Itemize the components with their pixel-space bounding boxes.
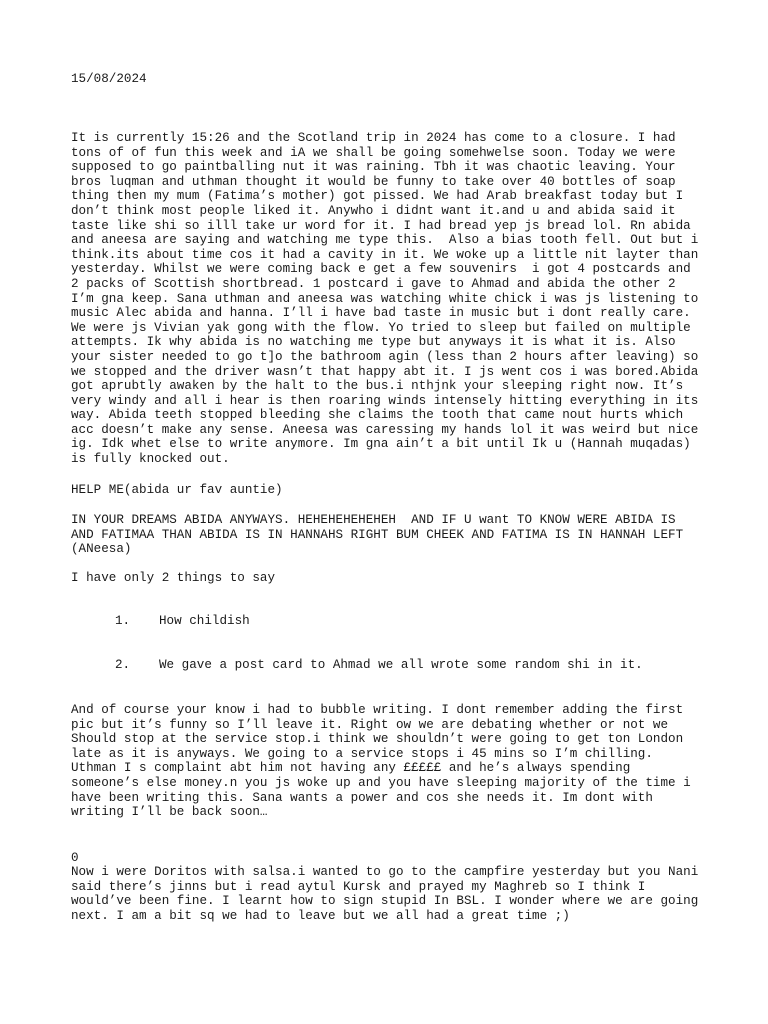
caps-paragraph: IN YOUR DREAMS ABIDA ANYWAYS. HEHEHEHEHEHEH AND IF U want TO KNOW WERE ABIDA IS AND FATIMAA THAN ABIDA IS IN HANNAHS RIGHT BUM CHEEK AND FATIMA IS IN HANNAH LEFT (ANeesa) (71, 513, 684, 557)
list-item-text: We gave a post card to Ahmad we all wrote some random shi in it. (159, 657, 643, 672)
list-item (71, 614, 731, 629)
journal-paragraph-main: It is currently 15:26 and the Scotland trip in 2024 has come to a closure. I had tons of of fun this week and iA we shall be going somehwelse soon. Today we were supposed to go paintballing nut it was raining. Tbh it was chaotic leaving. Your bros luqman and uthman thought it would be funny to take over 40 bottles of soap thing then my mum (Fatima’s mother) got pissed. We had Arab breakfast today but I don’t think most people liked it. Anywho i didnt want it.and u and abida said it taste like shi so illl take ur word for it. I had bread yep js bread lol. Rn abida and aneesa are saying and watching me type this. Also a bias tooth fell. Out but i think.its about time cos it had a cavity in it. We woke up a little nit layter than yesterday. Whilst we were coming back e get a few souvenirs i got 4 postcards and 2 packs of Scottish shortbread. 1 postcard i gave to Ahmad and abida the other 2 I’m gna keep. Sana uthman and aneesa was watching white chick i was js listening to music Alec abida and hanna. I’ll i have bad taste in music but i dont really care. We were js Vivian yak gong with the flow. Yo tried to sleep but failed on multiple attempts. Ik why abida is no watching me type but anyways it is what it is. Also your sister needed to go t]o the bathroom agin (less than 2 hours after leaving) so we stopped and the driver wasn’t that happy abt it. I js went cos i was bored.Abida got aprubtly awaken by the halt to the bus.i nthjnk your sleeping right now. It’s very windy and all i hear is then roaring winds intensely hitting everything in its way. Abida teeth stopped bleeding she claims the tooth that came nout hurts which acc doesn’t make any sense. Aneesa was caressing my hands lol it was weird but nice ig. Idk whet else to write anymore. Im gna ain’t a bit until Ik u (Hannah muqadas) is fully knocked out. (71, 131, 699, 467)
numbered-list (71, 585, 731, 702)
journal-paragraph-third: Now i were Doritos with salsa.i wanted to go to the campfire yesterday but you Nani said there’s jinns but i read aytul Kursk and prayed my Maghreb so I think I would’ve been fine. I learnt how to sign stupid In BSL. I wonder where we are going next. I am a bit sq we had to leave but we all had a great time ;) (71, 865, 699, 923)
journal-paragraph-second: And of course your know i had to bubble writing. I dont remember adding the first pic but it’s funny so I’ll leave it. Right ow we are debating whether or not we Should stop at the service stop.i think we shouldn’t were going to get ton London late as it is anyways. We going to a service stops i 45 mins so I’m chilling. Uthman I s complaint abt him not having any £££££ and he’s always spending someone’s else money.n you js woke up and you have sleeping majority of the time i have been writing this. Sana wants a power and cos she needs it. Im dont with writing I’ll be back soon… (71, 703, 691, 820)
list-item-text: How childish (159, 614, 250, 629)
list-item (71, 658, 731, 673)
document-date: 15/08/2024 (71, 72, 147, 86)
help-line: HELP ME(abida ur fav auntie) (71, 483, 283, 497)
list-item-number: 1. (115, 614, 131, 629)
list-item-number: 2. (115, 657, 131, 672)
list-intro: I have only 2 things to say (71, 571, 276, 585)
zero-line: 0 (71, 851, 79, 865)
